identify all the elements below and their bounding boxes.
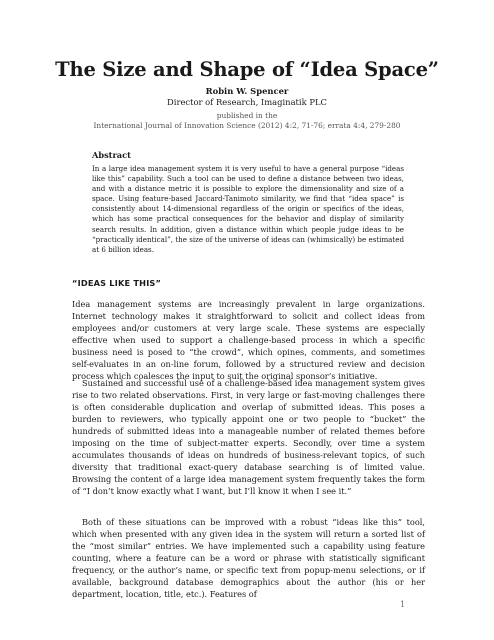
published-note: published in the — [216, 111, 278, 120]
publication-reference: International Journal of Innovation Science (2012) 4:2, 71-76; errata 4:4, 279-280 — [93, 121, 401, 130]
author-affiliation: Director of Research, Imaginatik PLC — [167, 97, 327, 107]
abstract-heading: Abstract — [92, 150, 131, 160]
body-paragraph: Idea management systems are increasingly prevalent in large organizations. Internet technology makes it straightforward to solicit and collect ideas from employees and/or customers at very large scale. These systems are especially effective when used to support a challenge-based process in which a specific business need is posed to “the crowd”, which opines, comments, and sometimes self-evaluates in an on-line forum, followed by a structured review and decision process which coalesces the input to suit the original sponsor’s initiative. — [72, 299, 425, 381]
paper-title: The Size and Shape of “Idea Space” — [55, 58, 439, 81]
author-name: Robin W. Spencer — [205, 86, 289, 96]
page-number: 1 — [400, 600, 406, 609]
section-heading: “IDEAS LIKE THIS” — [72, 278, 162, 288]
body-paragraph: Sustained and successful use of a challenge-based idea management system gives rise to two related observations. First, in very large or fast-moving challenges there is often considerable duplication and overlap of submitted ideas. This poses a burden to reviewers, who typically appoint one or two people to “bucket” the hundreds of submitted ideas into a manageable number of related themes before imposing on the time of subject-matter experts. Secondly, over time a system accumulates thousands of ideas on hundreds of business-relevant topics, of such diversity that traditional exact-query database searching is of limited value. Browsing the content of a large idea management system frequently takes the form of “I don’t know exactly what I want, but I’ll know it when I see it.” — [72, 378, 425, 496]
body-paragraph: Both of these situations can be improved with a robust “ideas like this” tool, which when presented with any given idea in the system will return a sorted list of the “most similar” entries. We have implemented such a capability using feature counting, where a feature can be a word or phrase with statistically significant frequency, or the author’s name, or specific text from popup-menu selections, or if available, background database demographics about the author (his or her department, location, title, etc.). Features of — [72, 517, 425, 599]
abstract-text: In a large idea management system it is very useful to have a general purpose “ideas like this” capability. Such a tool can be used to define a distance between two ideas, and with a distance metric it is possible to explore the dimensionality and size of a space. Using feature-based Jaccard-Tanimoto similarity, we find that “idea space” is consistently about 14-dimensional regardless of the origin or specifics of the ideas, which has some practical consequences for the behavior and display of similarity search results. In addition, given a distance within which people judge ideas to be “practically identical”, the size of the universe of ideas can (whimsically) be estimated at 6 billion ideas. — [92, 164, 404, 254]
